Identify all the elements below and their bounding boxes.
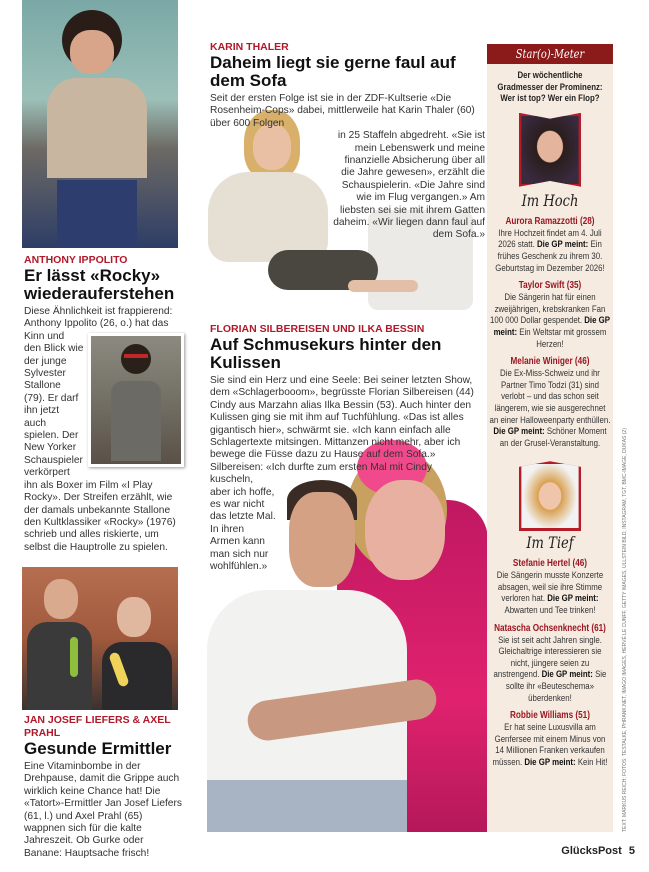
silbereisen-body-top: Sie sind ein Herz und eine Seele: Bei seiner letzten Show, dem «Schlagerbooom», begrüsste Florian Silbereisen (44) Cindy aus Marzahn alias Ilka Bessin (53). Auch hinter den Kulissen ging sie mit ihm auf Tuchfühlung. «Das ist alles gigantisch hier», schwärmt sie. «Ich kann einfach alle Schlagertexte mitsingen. Mittanzen nicht mehr, aber ich bewege die Füsse dazu zu Hause auf dem Sofa.» Silbereisen: «Ich durfte zum ersten Mal mit Cindy xyxy=(210,375,474,473)
entry-text: Die Sängerin musste Konzerte absagen, weil sie ihre Stimme verloren hat. xyxy=(496,570,604,605)
hoch-entry-text xyxy=(489,228,610,274)
rocky-photo xyxy=(88,333,184,467)
starometer-title: Star(o)-Meter xyxy=(487,44,613,64)
silbereisen-body-side: kuscheln, aber ich hoffe, es war nicht das letzte Mal. In ihren Armen kann man sich nur wohlfühlen.» xyxy=(210,474,276,573)
entry-verdict: Ein frühes Geschenk zu ihrem 30. Geburtstag im Dezember 2026! xyxy=(495,239,605,274)
hoch-name: Melanie Winiger (46) xyxy=(510,356,590,368)
footer xyxy=(561,845,635,858)
tief-list xyxy=(487,558,613,768)
gp-label: Die GP meint: xyxy=(547,593,599,605)
footer-brand: GlücksPost xyxy=(561,845,622,857)
gp-label: Die GP meint: xyxy=(493,426,545,438)
ippolito-body-side: Kinn und den Blick wie der junge Sylvester Stallone (79). Er darf ihn jetzt auch spielen. Der New Yorker Schauspieler verkörpert xyxy=(24,330,84,479)
starometer-intro: Der wöchentliche Gradmesser der Prominenz: Wer ist top? Wer ein Flop? xyxy=(497,70,603,105)
star-o-meter-content xyxy=(487,44,613,769)
ippolito-photo xyxy=(22,0,178,248)
entry-verdict: Sie sollte ihr «Beuteschema» überdenken! xyxy=(505,669,607,704)
page-number: 5 xyxy=(628,845,635,857)
hoch-name: Aurora Ramazzotti (28) xyxy=(505,215,595,227)
gp-label: Die GP meint: xyxy=(541,669,593,681)
liefers-kicker: JAN JOSEF LIEFERS & AXEL PRAHL xyxy=(24,714,171,739)
hoch-name: Taylor Swift (35) xyxy=(518,280,582,292)
entry-text: Die Ex-Miss-Schweiz und ihr Partner Timo Todzi (31) sind verlobt – und das schon seit längerem, wie sie ausgerechnet an einer Halloweenparty enthüllen. xyxy=(489,368,611,426)
hoch-list xyxy=(487,216,613,450)
entry-verdict: Kein Hit! xyxy=(577,757,608,768)
entry-text: Ihre Hochzeit findet am 4. Juli 2026 statt. xyxy=(498,227,602,251)
ippolito-kicker: ANTHONY IPPOLITO xyxy=(24,254,128,266)
thaler-body-top: Seit der ersten Folge ist sie in der ZDF-Kultserie «Die Rosenheim-Cops» dabei, mittlerweile hat Karin Thaler (60) über 600 Folgen xyxy=(210,93,475,129)
ippolito-article xyxy=(24,254,184,554)
tief-name: Stefanie Hertel (46) xyxy=(512,558,588,570)
aurora-portrait xyxy=(519,113,581,187)
im-hoch-title: Im Hoch xyxy=(521,190,579,210)
star-o-meter-box xyxy=(487,44,613,832)
silbereisen-kicker: FLORIAN SILBEREISEN UND ILKA BESSIN xyxy=(210,323,425,335)
entry-text: Er hat seine Luxusvilla am Genfersee mit einem Minus von 14 Millionen Franken verkaufen müssen. xyxy=(492,722,606,768)
thaler-body-side: in 25 Staffeln abgedreht. «Sie ist mein Lebenswerk und meine finanzielle Absicherung über all die Jahre gewesen», erzählt die Schauspielerin. «Die Jahre sind wie im Flug vergangen.» Am liebsten sei sie mit ihrem Gatten daheim. «Wir liegen dann faul auf dem Sofa.» xyxy=(333,130,485,241)
thaler-kicker: KARIN THALER xyxy=(210,41,289,53)
photo-credits: TEXT: MARKUS REICH; FOTOS: TESTALKE, PHRANK.NET, IMAGO IMAGES, HERVÉ LE CUNFF, GETTY IMAGES, ULLSTEIN BILD, INSTAGRAM, TGT, BMC-IMAGE, DUKAS (2) xyxy=(622,428,628,832)
liefers-article xyxy=(24,714,182,860)
hoch-entry-text xyxy=(489,368,610,449)
silbereisen-headline: Auf Schmusekurs hinter den Kulissen xyxy=(210,335,442,372)
tief-name: Natascha Ochsenknecht (61) xyxy=(494,622,606,634)
thaler-article xyxy=(210,41,485,242)
liefers-prahl-photo xyxy=(22,567,178,710)
entry-text: Die Sängerin hat für einen zweijährigen, krebskranken Fan 100 000 Dollar gespendet. xyxy=(489,292,606,327)
ippolito-body-top: Diese Ähnlichkeit ist frappierend: Anthony Ippolito (26, o.) hat das xyxy=(24,306,173,330)
entry-verdict: Abwarten und Tee trinken! xyxy=(504,605,596,617)
liefers-body: Eine Vitaminbombe in der Drehpause, damit die Grippe auch wirklich keine Chance hat! Die «Tatort»-Ermittler Jan Josef Liefers (61, l.) und Axel Prahl (65) wappnen sich für die kalte Jahreszeit. Ob Gurke oder Banane: Hauptsache frisch! xyxy=(24,761,182,859)
entry-verdict: Schöner Moment an der Grusel-Veranstaltung. xyxy=(499,426,607,449)
tief-entry-text xyxy=(489,722,610,768)
tief-name: Robbie Williams (51) xyxy=(510,710,590,722)
im-tief-title: Im Tief xyxy=(526,533,574,553)
silbereisen-article xyxy=(210,323,485,574)
tief-entry-text xyxy=(489,570,610,616)
hoch-entry-text xyxy=(489,292,610,350)
gp-label: Die GP meint: xyxy=(536,239,589,251)
ippolito-body-bottom: ihn als Boxer im Film «I Play Rocky». Der Streifen erzählt, wie der damals unbekannte Stallone den Kultklassiker «Rocky» (1976) schrieb und alles riskierte, um selbst die Hauptrolle zu spielen. xyxy=(24,479,176,553)
gp-label: Die GP meint: xyxy=(524,757,576,768)
entry-text: Sie ist seit acht Jahren single. Gleichaltrige interessieren sie nicht, jüngere seien zu anstrengend. xyxy=(493,634,602,681)
gp-label: Die GP meint: xyxy=(493,315,610,338)
thaler-headline: Daheim liegt sie gerne faul auf dem Sofa xyxy=(210,53,456,90)
entry-verdict: Ein Weltstar mit grossem Herzen! xyxy=(519,326,607,350)
stefanie-portrait xyxy=(519,461,581,531)
liefers-headline: Gesunde Ermittler xyxy=(24,739,172,758)
tief-entry-text xyxy=(489,635,610,705)
ippolito-headline: Er lässt «Rocky» wiederauferstehen xyxy=(24,266,175,303)
